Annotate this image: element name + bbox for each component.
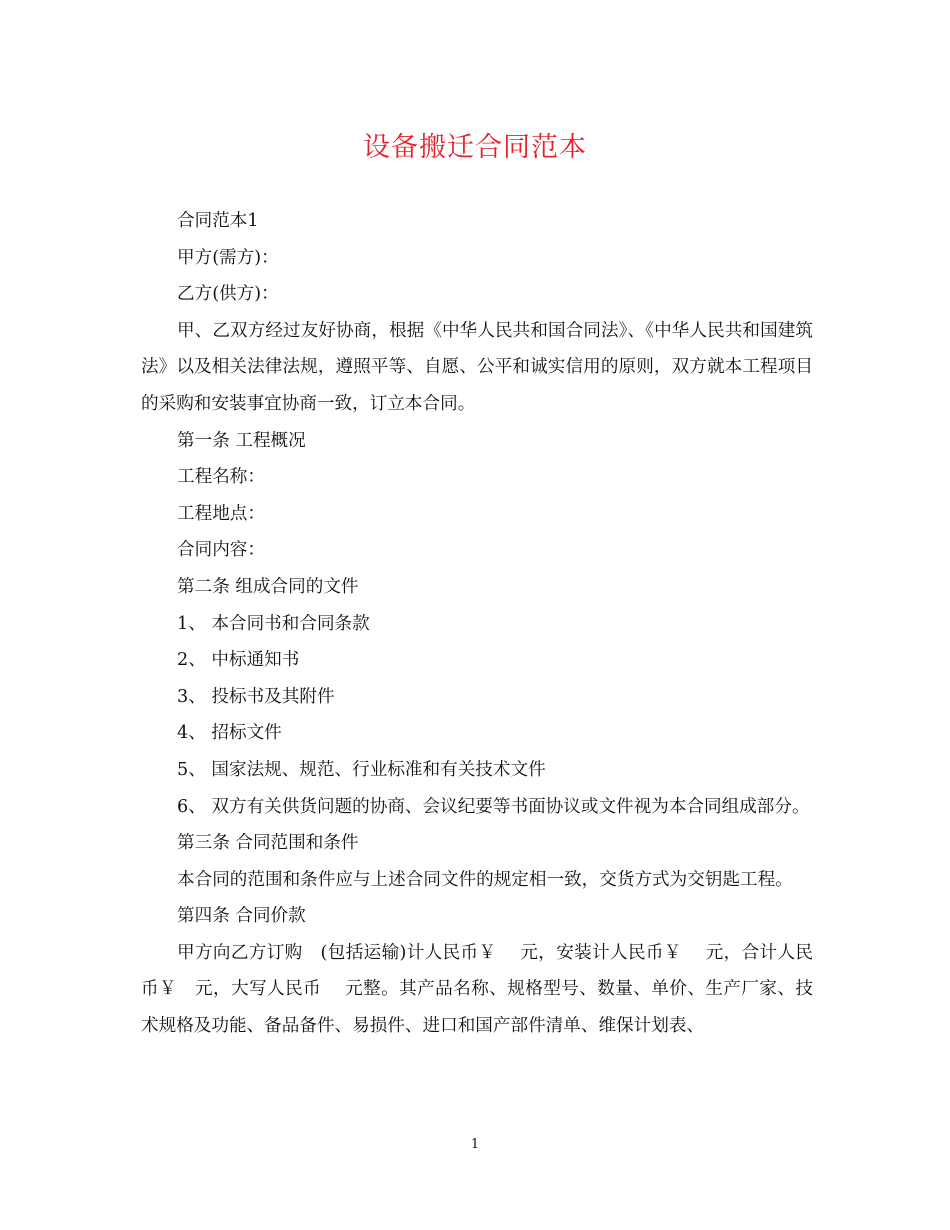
paragraph-party-a: 甲方(需方)：: [177, 247, 279, 268]
list-item: 4、 招标文件: [177, 723, 282, 744]
document-body: [141, 203, 813, 1045]
field-project-name: 工程名称：: [177, 467, 265, 488]
field-project-location: 工程地点：: [177, 503, 265, 524]
paragraph-contract-sample-label: 合同范本1: [177, 211, 259, 231]
paragraph-preamble: 甲、乙双方经过友好协商，根据《中华人民共和国合同法》、《中华人民共和国建筑法》以及相关法律法规，遵照平等、自愿、公平和诚实信用的原则，双方就本工程项目的采购和安装事宜协商一致，订立本合同。: [141, 320, 813, 414]
document-title: 设备搬迁合同范本: [363, 132, 587, 163]
article-heading-1: 第一条 工程概况: [177, 430, 306, 451]
article-heading-2: 第二条 组成合同的文件: [177, 576, 359, 597]
list-item: 2、 中标通知书: [177, 650, 300, 671]
list-item: 6、 双方有关供货问题的协商、会议纪要等书面协议或文件视为本合同组成部分。: [177, 796, 810, 817]
page-number: 1: [470, 1137, 480, 1152]
paragraph-scope: 本合同的范围和条件应与上述合同文件的规定相一致，交货方式为交钥匙工程。: [177, 869, 793, 890]
article-heading-4: 第四条 合同价款: [177, 906, 306, 927]
field-contract-content: 合同内容：: [177, 540, 265, 561]
list-item: 3、 投标书及其附件: [177, 686, 335, 707]
list-item: 5、 国家法规、规范、行业标准和有关技术文件: [177, 759, 546, 780]
paragraph-price: 甲方向乙方订购 (包括运输)计人民币￥ 元，安装计人民币￥ 元，合计人民币￥ 元，大写人民币 元整。其产品名称、规格型号、数量、单价、生产厂家、技术规格及功能、备品备件、易损件、进口和国产部件清单、维保计划表、: [141, 942, 813, 1037]
paragraph-party-b: 乙方(供方)：: [177, 284, 279, 305]
list-item: 1、 本合同书和合同条款: [177, 613, 370, 634]
article-heading-3: 第三条 合同范围和条件: [177, 833, 359, 854]
